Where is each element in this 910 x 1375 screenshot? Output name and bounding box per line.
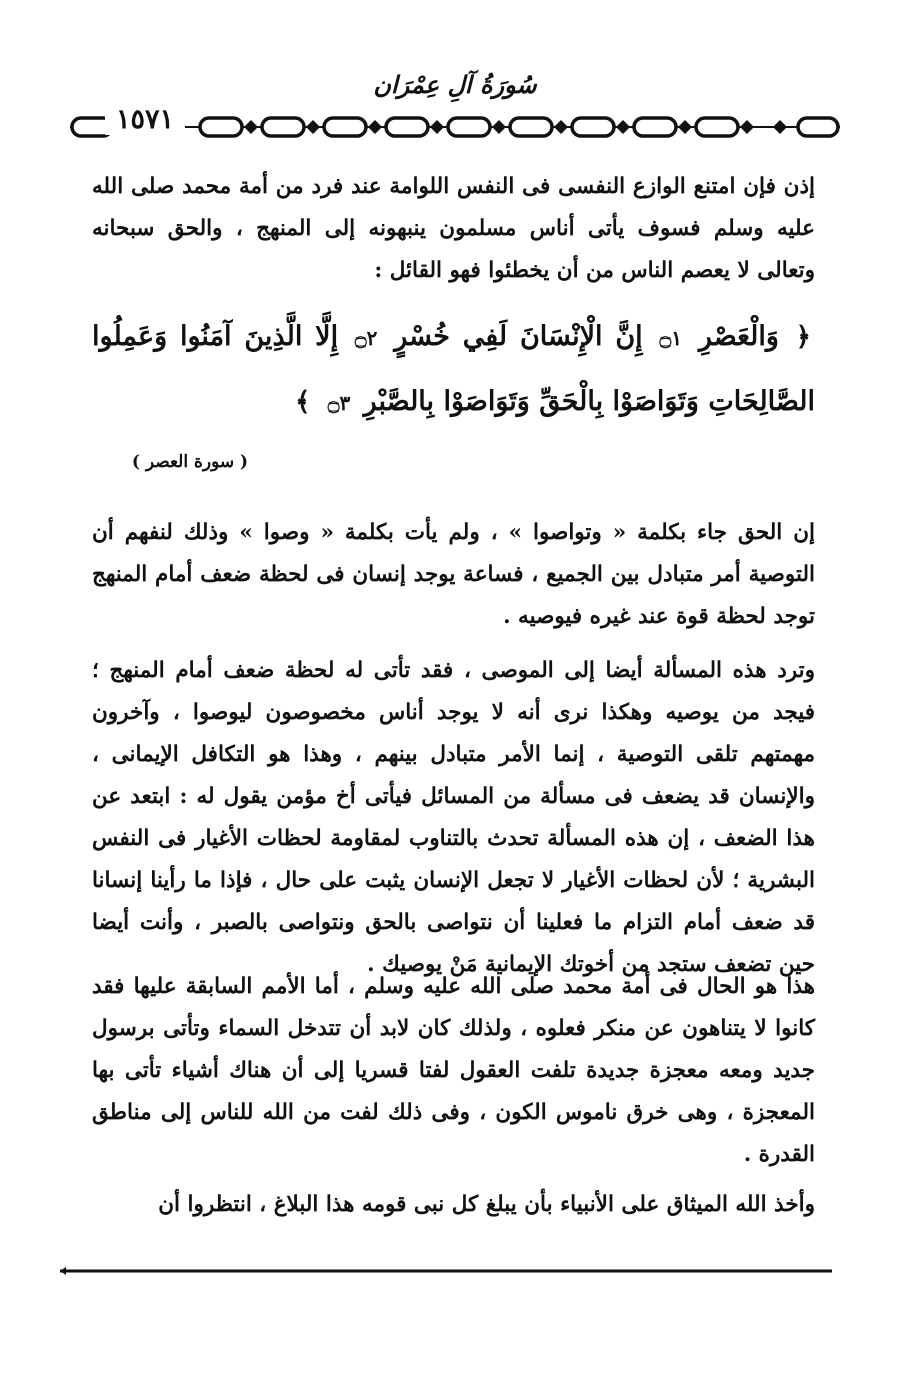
paragraph-5: وأخذ الله الميثاق على الأنبياء بأن يبلغ كل نبى قومه هذا البلاغ ، انتظروا أن <box>158 1192 815 1217</box>
header-ornament-border <box>70 110 840 144</box>
ayah-2-text: إِنَّ الْإِنْسَانَ لَفِي خُسْرٍ <box>394 321 643 352</box>
ayah-1-number: ۝١ <box>659 326 682 350</box>
paragraph-1: إذن فإن امتنع الوازع النفسى فى النفس اللوامة عند فرد من أمة محمد صلى الله عليه وسلم فسوف يأتى أناس مسلمون ينبهونه إلى المنهج ، والحق سبحانه وتعالى لا يعصم الناس من أن يخطئوا فهو القائل : <box>92 174 815 283</box>
quran-verse-block <box>92 305 815 435</box>
paragraph-4: هذا هو الحال فى أمة محمد صلى الله عليه وسلم ، أما الأمم السابقة عليها فقد كانوا لا يتناهون عن منكر فعلوه ، ولذلك كان لابد أن تتدخل السماء وتأتى برسول جديد ومعه معجزة جديدة تلفت العقول لفتا قسريا إلى أن هناك أشياء تأتى بها المعجزة ، وهى خرق ناموس الكون ، وفى ذلك لفت من الله للناس إلى مناطق القدرة . <box>92 974 815 1167</box>
ayah-1-text: وَالْعَصْرِ <box>698 321 779 352</box>
quran-open-bracket: ﴿ <box>795 322 812 352</box>
ayah-3-text: إِلَّا الَّذِينَ آمَنُوا وَعَمِلُوا الصَّالِحَاتِ وَتَوَاصَوْا بِالْحَقِّ وَتَوَاصَوْا بِالصَّبْرِ <box>92 321 815 417</box>
ayah-2-number: ۝٢ <box>354 326 378 350</box>
surah-title: سُورَةُ آلِ عِمْرَان <box>373 70 537 99</box>
bottom-rule <box>60 1266 832 1276</box>
ayah-3-number: ۝٣ <box>327 391 351 415</box>
paragraph-2: إن الحق جاء بكلمة « وتواصوا » ، ولم يأت بكلمة « وصوا » وذلك لنفهم أن التوصية أمر متبادل بين الجميع ، فساعة يوجد إنسان فى لحظة ضعف أمام المنهج توجد لحظة قوة عند غيره فيوصيه . <box>92 520 815 629</box>
paragraph-3: وترد هذه المسألة أيضا إلى الموصى ، فقد تأتى له لحظة ضعف أمام المنهج ؛ فيجد من يوصيه وهكذا نرى أنه لا يوجد أناس مخصوصون ليوصوا ، وآخرون مهمتهم تلقى التوصية ، إنما الأمر متبادل بينهم ، وهذا هو التكافل الإيمانى ، والإنسان قد يضعف فى مسألة من المسائل فيأتى أخ مؤمن يقول له : ابتعد عن هذا الضعف ، إن هذه المسألة تحدث بالتناوب لمقاومة لحظات الأغيار فى النفس البشرية ؛ لأن لحظات الأغيار لا تجعل الإنسان يثبت على حال ، فإذا ما رأينا إنسانا قد ضعف أمام التزام ما فعلينا أن نتواصى بالحق ونتواصى بالصبر ، وأنت أيضا حين تضعف ستجد من أخوتك الإيمانية مَنْ يوصيك . <box>92 658 815 977</box>
page-number: ١٥٧١ <box>105 104 185 135</box>
quran-close-bracket: ﴾ <box>295 387 311 417</box>
surah-reference: ( سورة العصر ) <box>131 452 249 472</box>
